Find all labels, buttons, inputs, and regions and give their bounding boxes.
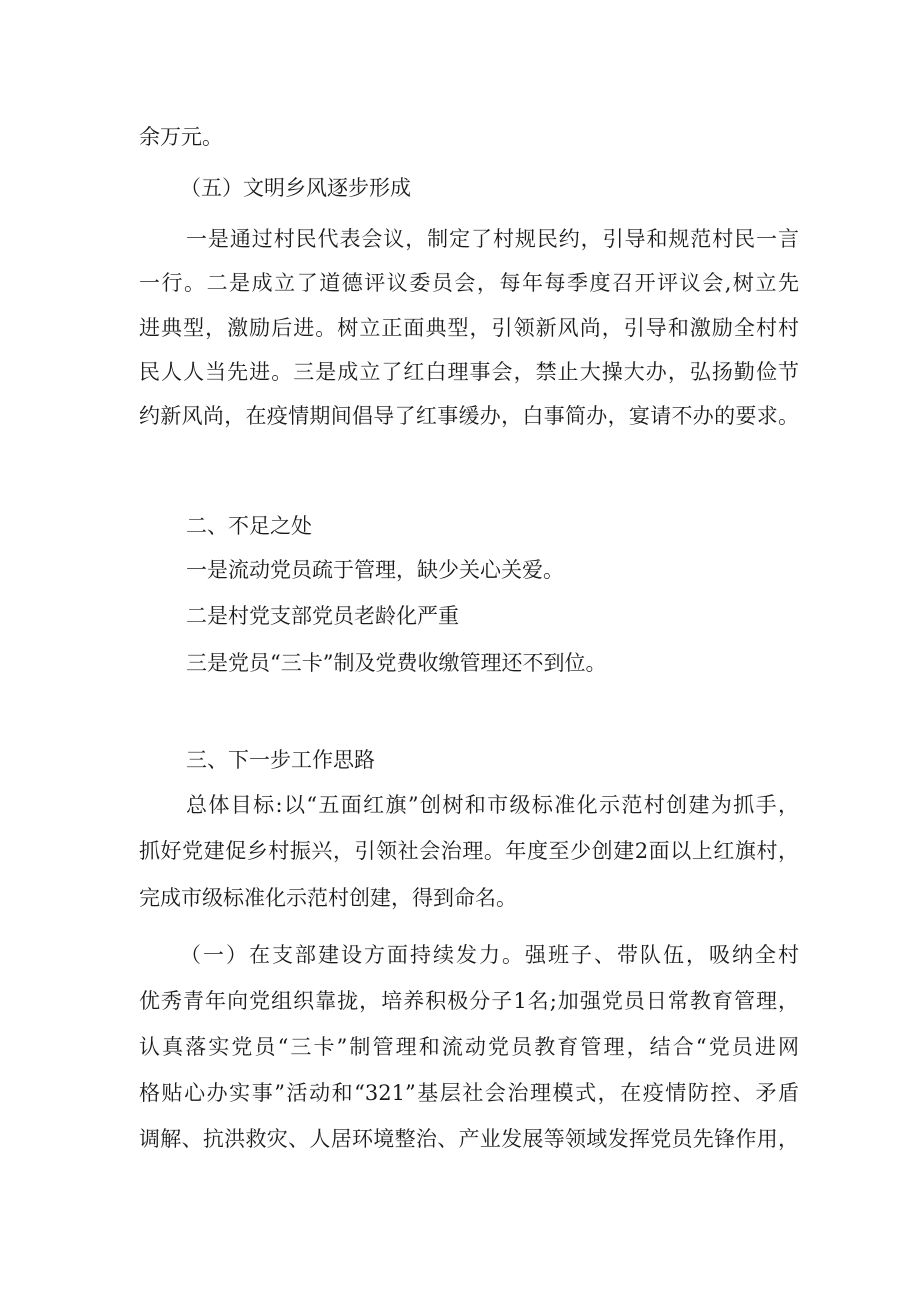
paragraph-line: 一行。二是成立了道德评议委员会，每年每季度召开评议会,树立先 xyxy=(139,271,799,295)
section-heading: 二、不足之处 xyxy=(186,514,312,538)
text-line: 余万元。 xyxy=(139,125,223,149)
list-item: 二是村党支部党员老龄化严重 xyxy=(186,604,459,628)
paragraph-line: 总体目标:以“五面红旗”创树和市级标准化示范村创建为抓手， xyxy=(186,793,799,817)
list-item: 一是流动党员疏于管理，缺少关心关爱。 xyxy=(186,558,564,582)
section-heading: 三、下一步工作思路 xyxy=(186,748,375,772)
paragraph-line: 民人人当先进。三是成立了红白理事会，禁止大操大办，弘扬勤俭节 xyxy=(139,360,799,384)
paragraph-line: 调解、抗洪救灾、人居环境整治、产业发展等领域发挥党员先锋作用， xyxy=(139,1127,799,1151)
list-item: 三是党员“三卡”制及党费收缴管理还不到位。 xyxy=(186,651,607,675)
section-heading: （五）文明乡风逐步形成 xyxy=(180,176,411,200)
paragraph-line: 优秀青年向党组织靠拢，培养积极分子1名;加强党员日常教育管理， xyxy=(139,989,799,1013)
paragraph-line: 进典型，激励后进。树立正面典型，引领新风尚，引导和激励全村村 xyxy=(139,316,799,340)
paragraph-line: 约新风尚，在疫情期间倡导了红事缓办，白事简办，宴请不办的要求。 xyxy=(139,404,799,428)
paragraph-line: 格贴心办实事”活动和“321”基层社会治理模式，在疫情防控、矛盾 xyxy=(139,1081,799,1105)
paragraph-line: 认真落实党员“三卡”制管理和流动党员教育管理，结合“党员进网 xyxy=(139,1035,799,1059)
paragraph-line: （一）在支部建设方面持续发力。强班子、带队伍，吸纳全村 xyxy=(180,943,799,967)
paragraph-line: 一是通过村民代表会议，制定了村规民约，引导和规范村民一言 xyxy=(186,227,799,251)
paragraph-line: 抓好党建促乡村振兴，引领社会治理。年度至少创建2面以上红旗村， xyxy=(139,839,799,863)
paragraph-line: 完成市级标准化示范村创建，得到命名。 xyxy=(139,886,517,910)
